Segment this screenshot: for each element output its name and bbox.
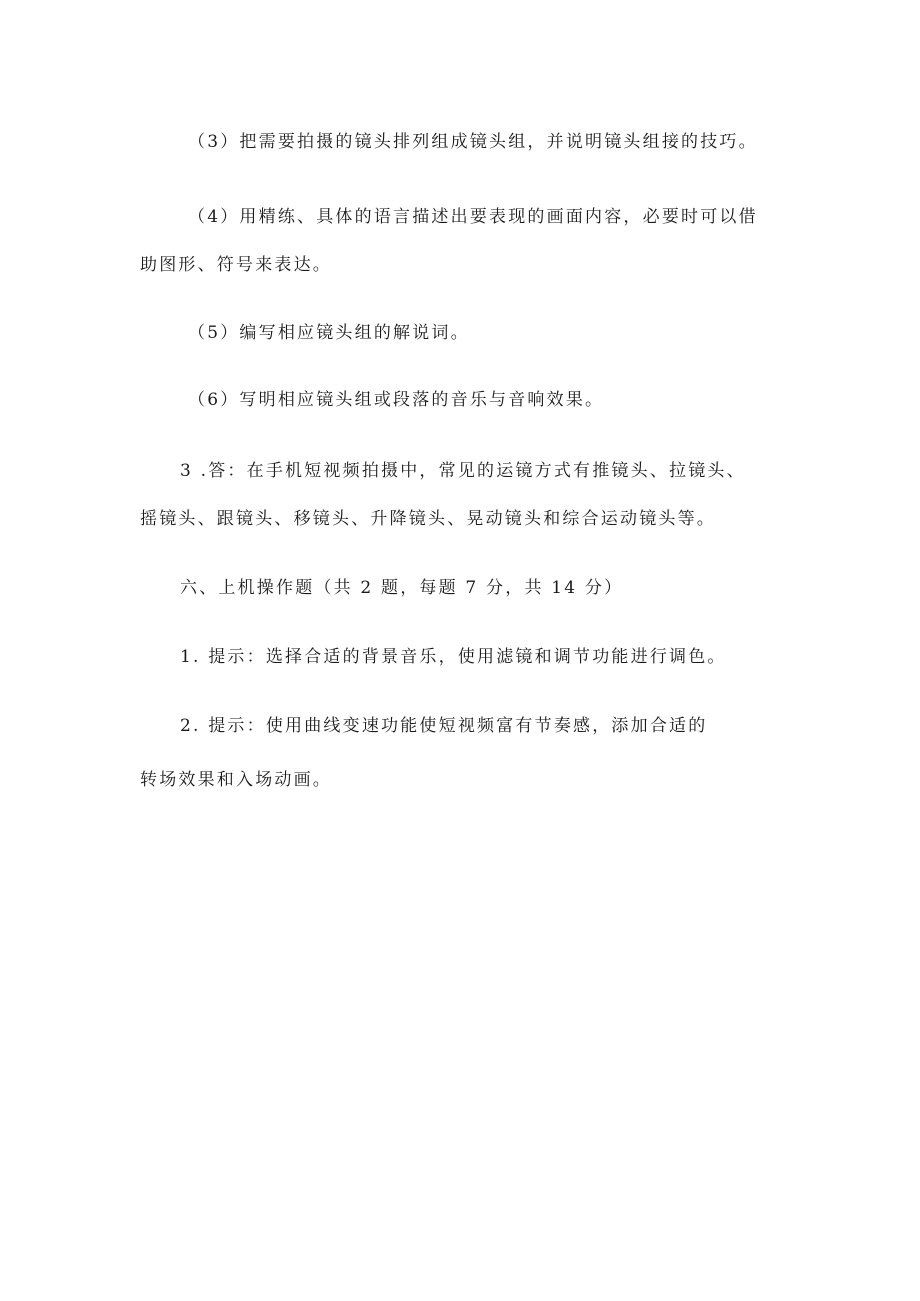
item-5-text: （5）编写相应镜头组的解说词。 [188,323,470,343]
hint-1-text: 1. 提示：选择合适的背景音乐，使用滤镜和调节功能进行调色。 [180,647,727,667]
answer-3-text: 3 .答：在手机短视频拍摄中，常见的运镜方式有推镜头、拉镜头、 [180,461,746,481]
item-3-text: （3）把需要拍摄的镜头排列组成镜头组，并说明镜头组接的技巧。 [188,132,758,152]
item-4-text: （4）用精练、具体的语言描述出要表现的画面内容，必要时可以借 [188,207,758,227]
answer-3-text-continued: 摇镜头、跟镜头、移镜头、升降镜头、晃动镜头和综合运动镜头等。 [140,509,716,529]
item-6-text: （6）写明相应镜头组或段落的音乐与音响效果。 [188,390,605,410]
section-heading: 六、上机操作题（共 2 题，每题 7 分，共 14 分） [180,578,624,598]
hint-2-text-continued: 转场效果和入场动画。 [140,770,332,790]
hint-2-text: 2. 提示：使用曲线变速功能使短视频富有节奏感，添加合适的 [180,716,708,736]
item-4-text-continued: 助图形、符号来表达。 [140,255,332,275]
